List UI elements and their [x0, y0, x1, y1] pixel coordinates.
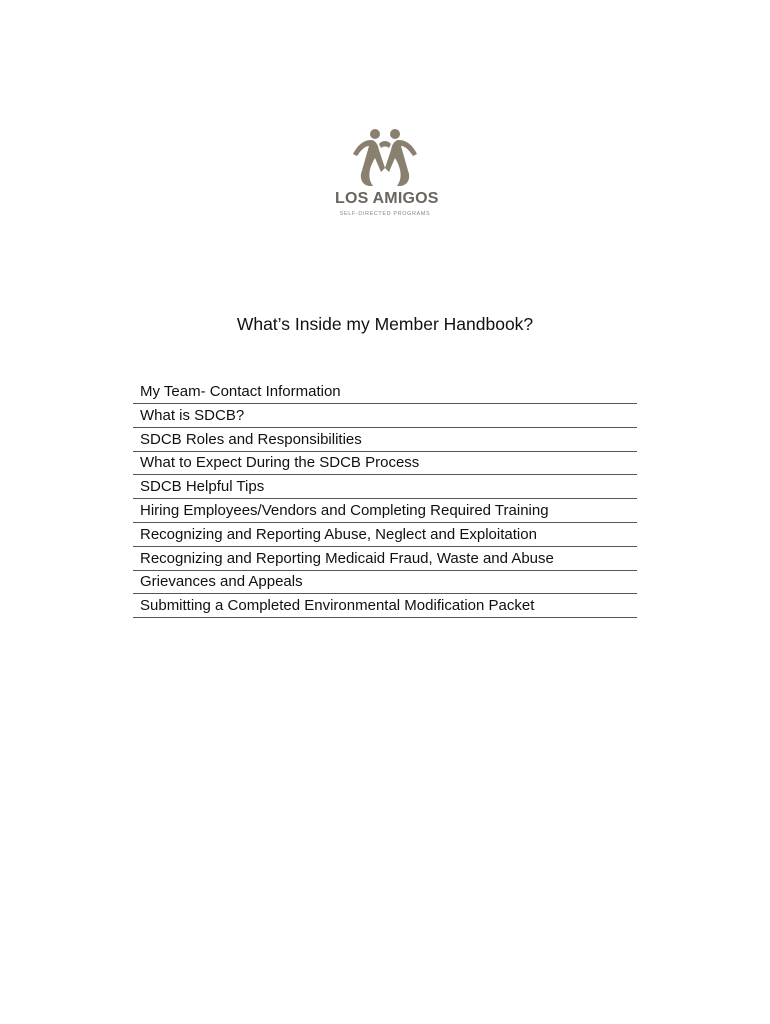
los-amigos-logo	[335, 128, 439, 228]
list-item: SDCB Roles and Responsibilities	[133, 429, 637, 452]
list-item: My Team- Contact Information	[133, 381, 637, 404]
logo-name: LOS AMIGOS	[335, 190, 439, 207]
list-item: Grievances and Appeals	[133, 571, 637, 594]
list-item: What is SDCB?	[133, 405, 637, 428]
page-title: What’s Inside my Member Handbook?	[236, 314, 534, 334]
list-item: Submitting a Completed Environmental Modification Packet	[133, 595, 637, 618]
list-item: Recognizing and Reporting Abuse, Neglect and Exploitation	[133, 524, 637, 547]
list-item: What to Expect During the SDCB Process	[133, 452, 637, 475]
two-people-embracing-icon	[351, 128, 419, 188]
contents-list	[133, 381, 637, 618]
logo-tagline: SELF-DIRECTED PROGRAMS	[339, 211, 431, 217]
list-item: SDCB Helpful Tips	[133, 476, 637, 499]
list-item: Recognizing and Reporting Medicaid Fraud, Waste and Abuse	[133, 548, 637, 571]
list-item: Hiring Employees/Vendors and Completing Required Training	[133, 500, 637, 523]
